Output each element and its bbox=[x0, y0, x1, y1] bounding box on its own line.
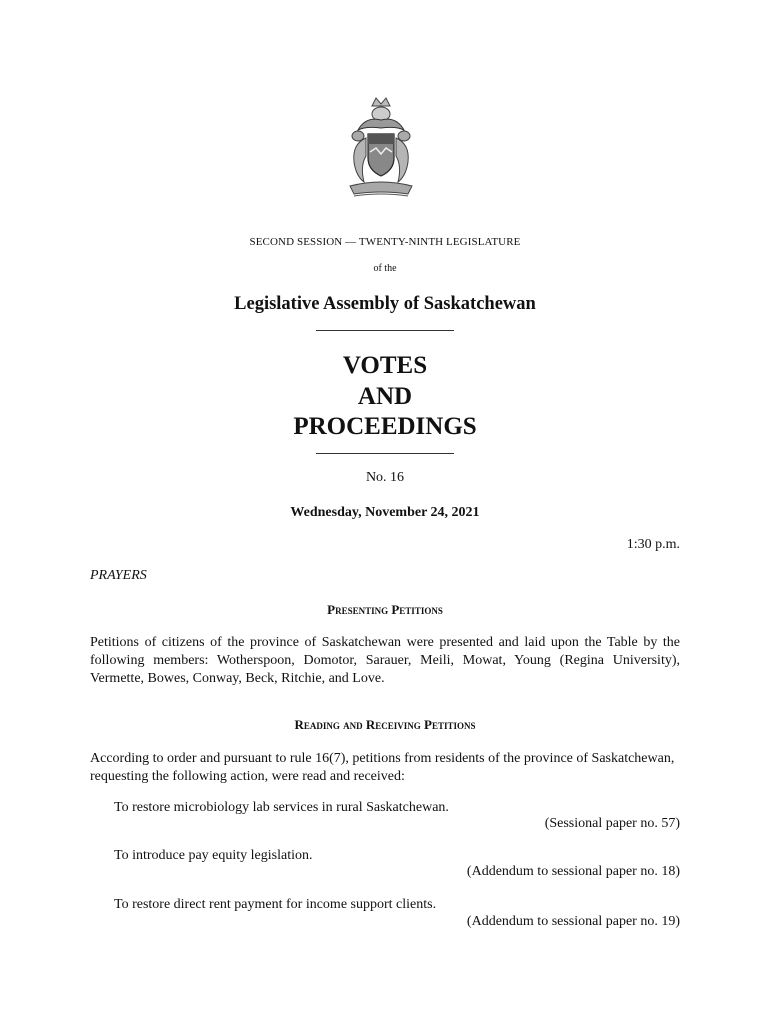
section-heading-presenting-petitions: Presenting Petitions bbox=[327, 602, 443, 617]
petition-item: To introduce pay equity legislation. bbox=[114, 848, 313, 863]
title-line-and: AND bbox=[357, 383, 413, 410]
petition-item: To restore microbiology lab services in rural Saskatchewan. bbox=[114, 800, 449, 815]
divider bbox=[316, 453, 454, 454]
title-line-proceedings: PROCEEDINGS bbox=[293, 413, 477, 440]
sitting-date: Wednesday, November 24, 2021 bbox=[290, 505, 480, 520]
section-heading-reading-petitions: Reading and Receiving Petitions bbox=[294, 717, 476, 732]
sessional-paper-ref: (Sessional paper no. 57) bbox=[544, 816, 680, 831]
petition-item: To restore direct rent payment for income support clients. bbox=[114, 897, 437, 912]
sessional-paper-ref: (Addendum to sessional paper no. 18) bbox=[466, 864, 680, 879]
of-the-line: of the bbox=[373, 263, 397, 274]
issue-number: No. 16 bbox=[365, 470, 405, 485]
sitting-time: 1:30 p.m. bbox=[626, 537, 680, 552]
sessional-paper-ref: (Addendum to sessional paper no. 19) bbox=[466, 914, 680, 929]
presenting-petitions-text: Petitions of citizens of the province of Saskatchewan were presented and laid upon the Table by the following members: Wotherspoon, Domotor, Sarauer, Meili, Mowat, Young (Regina University), Vermette, Bowes, Conway, Beck, Ritchie, and Love. bbox=[90, 635, 680, 686]
assembly-name: Legislative Assembly of Saskatchewan bbox=[234, 294, 536, 314]
prayers-label: PRAYERS bbox=[90, 568, 147, 583]
divider bbox=[316, 330, 454, 331]
reading-petitions-intro: According to order and pursuant to rule 16(7), petitions from residents of the province of Saskatchewan, requesting the following action, were read and received: bbox=[90, 751, 675, 784]
title-line-votes: VOTES bbox=[342, 352, 428, 379]
coat-of-arms-icon bbox=[336, 96, 426, 200]
session-line: SECOND SESSION — TWENTY-NINTH LEGISLATURE bbox=[249, 236, 521, 248]
